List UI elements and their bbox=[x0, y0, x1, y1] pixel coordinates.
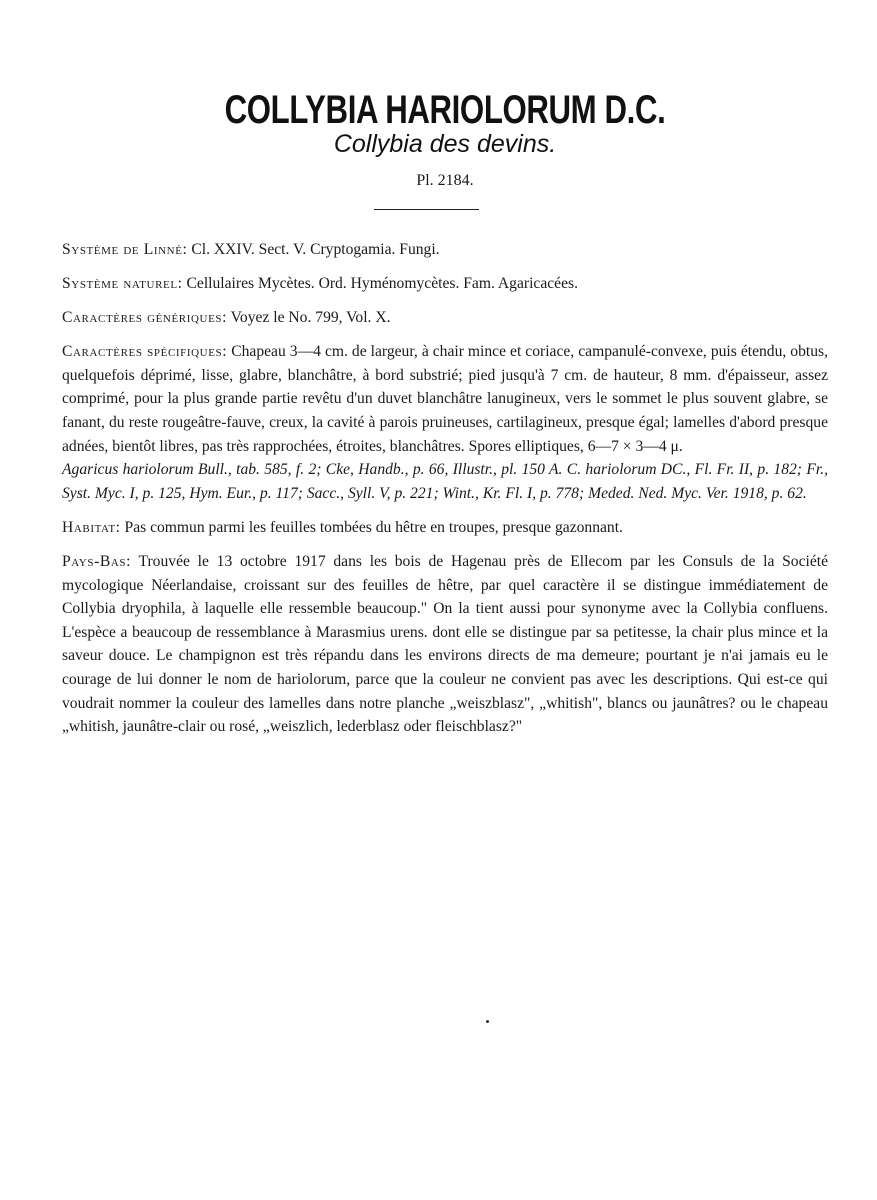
section-systeme-naturel bbox=[62, 272, 828, 296]
page-subtitle: Collybia des devins. bbox=[333, 130, 557, 158]
section-label: Habitat: bbox=[62, 518, 121, 536]
section-label: Pays-Bas: bbox=[62, 553, 132, 571]
bibliographic-references: Agaricus hariolorum Bull., tab. 585, f. 2; Cke, Handb., p. 66, Illustr., pl. 150 A. C. hariolorum DC., Fl. Fr. II, p. 182; Fr., Syst. Myc. I, p. 125, Hym. Eur., p. 117; Sacc., Syll. V, p. 221; Wint., Kr. Fl. I, p. 778; Meded. Ned. Myc. Ver. 1918, p. 62. bbox=[62, 461, 828, 502]
section-text: Cellulaires Mycètes. Ord. Hyménomycètes. Fam. Agaricacées. bbox=[182, 275, 578, 293]
section-text: Voyez le No. 799, Vol. X. bbox=[227, 309, 391, 327]
section-linne bbox=[62, 238, 828, 262]
section-label: Caractères génériques: bbox=[62, 309, 228, 327]
section-text: Trouvée le 13 octobre 1917 dans les bois de Hagenau près de Ellecom par les Consuls de la Société mycologique Néerlandaise, croissant sur des feuilles de hêtre, par quel caractère il se distingue immédiatement de Collybia dryophila, à laquelle elle ressemble beaucoup." On la tient aussi pour synonyme avec la Collybia confluens. L'espèce a beaucoup de ressemblance à Marasmius urens. dont elle se distingue par sa petitesse, la chair plus mince et la saveur douce. Le champignon est très répandu dans les environs directs de ma demeure; pourtant je n'ai jamais eu le courage de lui donner le nom de hariolorum, parce que la couleur ne convient pas avec les descriptions. Qui est-ce qui voudrait nommer la couleur des lamelles dans notre planche „weiszblasz", „whitish", blancs ou jaunâtres? ou le chapeau „whitish, jaunâtre-clair ou rosé, „weiszlich, lederblasz oder fleischblasz?" bbox=[62, 553, 828, 736]
section-text: Pas commun parmi les feuilles tombées du hêtre en troupes, presque gazonnant. bbox=[120, 518, 623, 536]
section-caracteres-specifiques bbox=[62, 340, 828, 458]
section-pays-bas bbox=[62, 550, 828, 739]
page-speck bbox=[486, 1020, 489, 1023]
document-page bbox=[62, 0, 828, 1200]
section-habitat bbox=[62, 516, 828, 540]
section-caracteres-generiques bbox=[62, 306, 828, 330]
section-text: Chapeau 3—4 cm. de largeur, à chair mince et coriace, campanulé-convexe, puis étendu, obtus, quelquefois déprimé, lisse, glabre, blanchâtre, à bord substrié; pied jusqu'à 7 cm. de hauteur, 8 mm. d'épaisseur, assez comprimé, pour la plus grande partie revêtu d'un duvet blanchâtre lanugineux, vers le sommet le plus souvent glabre, se fanant, du reste rougeâtre-fauve, creux, la cavité à parois pruineuses, cartilagineux, presque égal; lamelles d'abord presque adnées, bientôt libres, pas très rapprochées, étroites, blanchâtres. Spores elliptiques, 6—7 × 3—4 μ. bbox=[62, 343, 828, 455]
section-label: Caractères spécifiques: bbox=[62, 343, 228, 361]
section-label: Système de Linné: bbox=[62, 241, 188, 258]
section-text: Cl. XXIV. Sect. V. Cryptogamia. Fungi. bbox=[187, 241, 440, 258]
title-divider bbox=[374, 209, 479, 210]
page-title: COLLYBIA HARIOLORUM D.C. bbox=[224, 88, 666, 132]
section-label: Système naturel: bbox=[62, 275, 183, 293]
plate-number: Pl. 2184. bbox=[416, 172, 474, 189]
body-text bbox=[62, 238, 828, 749]
